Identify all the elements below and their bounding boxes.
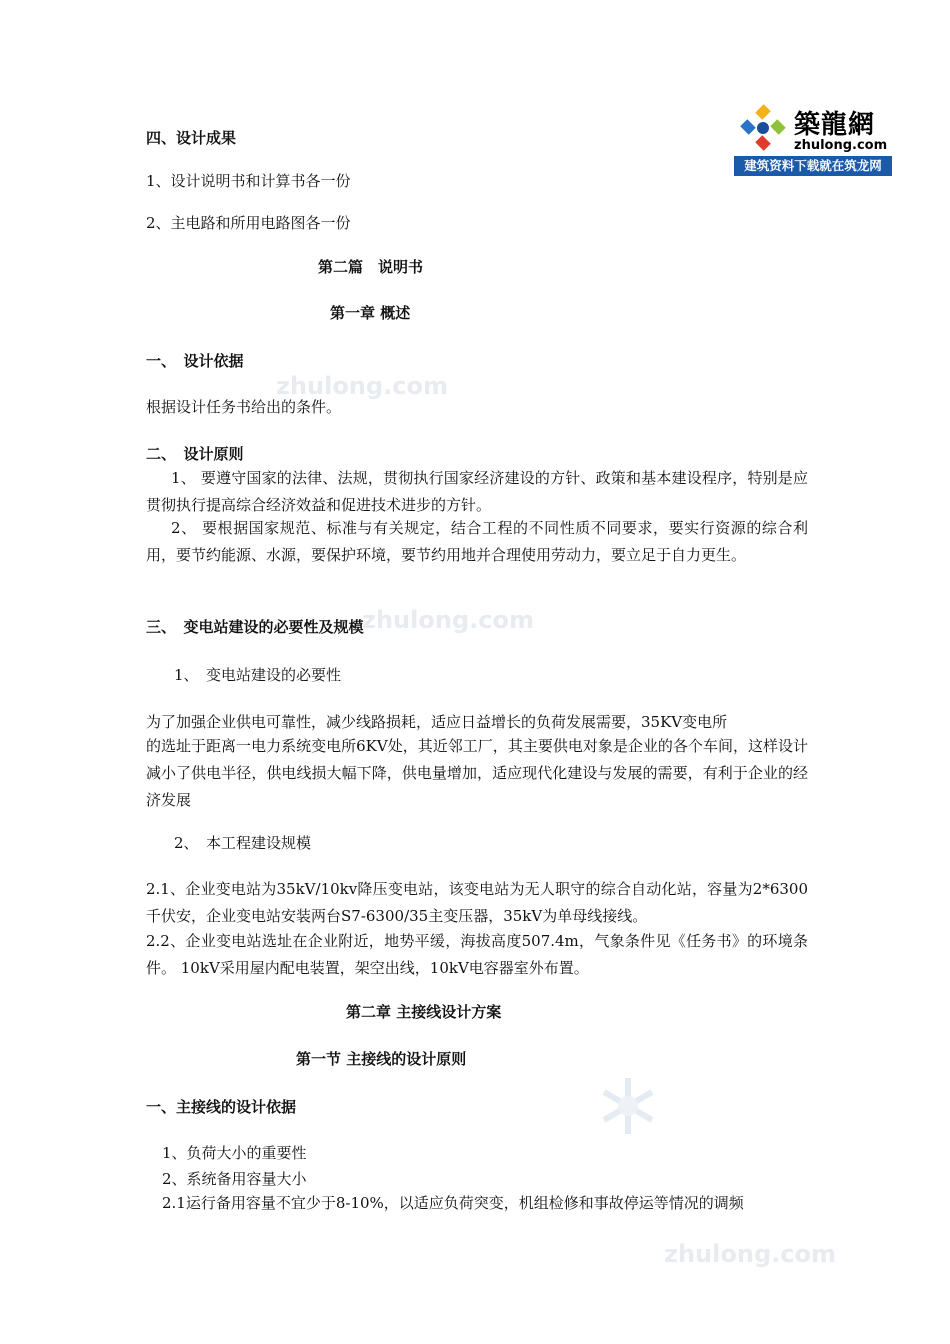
zhulong-logo-icon (736, 104, 790, 154)
subsection-heading: 2、 本工程建设规模 (174, 834, 312, 852)
section-heading: 一、主接线的设计依据 (146, 1098, 297, 1116)
watermark: zhulong.com (664, 1240, 836, 1268)
paragraph: 根据设计任务书给出的条件。 (146, 398, 342, 416)
section-title: 第一节 主接线的设计原则 (296, 1050, 467, 1068)
paragraph: 2、 要根据国家规范、标准与有关规定，结合工程的不同性质不同要求，要实行资源的综合利用，要节约能源、水源，要保护环境，要节约用地并合理使用劳动力，要立足于自力更生。 (146, 519, 808, 564)
chapter-title: 第一章 概述 (330, 304, 411, 322)
paragraph: 的选址于距离一电力系统变电所6KV处，其近邻工厂，其主要供电对象是企业的各个车间，这样设计减小了供电半径，供电线损大幅下降，供电量增加，适应现代化建设与发展的需要，有利于企业的经济发展 (146, 737, 808, 809)
section-heading: 三、 变电站建设的必要性及规模 (146, 618, 364, 636)
logo-name-en: zhulong.com (794, 138, 888, 153)
section-heading: 二、 设计原则 (146, 445, 244, 463)
watermark-snowflake-icon (596, 1074, 660, 1138)
list-item: 2、系统备用容量大小 (162, 1170, 307, 1188)
subsection-heading: 1、 变电站建设的必要性 (174, 666, 342, 684)
section-heading: 一、 设计依据 (146, 352, 244, 370)
watermark: zhulong.com (362, 606, 534, 634)
watermark: zhulong.com (276, 372, 448, 400)
paragraph: 为了加强企业供电可靠性，减少线路损耗，适应日益增长的负荷发展需要，35KV变电所 (146, 713, 728, 731)
list-item: 1、负荷大小的重要性 (162, 1144, 307, 1162)
logo-name-cn: 築龍網 (794, 110, 876, 140)
paragraph: 1、 要遵守国家的法律、法规，贯彻执行国家经济建设的方针、政策和基本建设程序，特别是应贯彻执行提高综合经济效益和促进技术进步的方针。 (146, 469, 808, 514)
paragraph: 2.2、企业变电站选址在企业附近，地势平缓，海拔高度507.4m，气象条件见《任务书》的环境条件。 10kV采用屋内配电装置，架空出线，10kV电容器室外布置。 (146, 932, 808, 977)
chapter-title: 第二章 主接线设计方案 (346, 1003, 502, 1021)
list-item: 1、设计说明书和计算书各一份 (146, 172, 351, 190)
heading-design-results: 四、设计成果 (146, 129, 237, 147)
part-title: 第二篇 说明书 (318, 258, 424, 276)
paragraph: 2.1、企业变电站为35kV/10kv降压变电站，该变电站为无人职守的综合自动化站，容量为2*6300千伏安，企业变电站安装两台S7-6300/35主变压器，35kV为单母线接线。 (146, 880, 808, 925)
list-item: 2.1运行备用容量不宜少于8-10%，以适应负荷突变，机组检修和事故停运等情况的调频 (162, 1194, 744, 1212)
zhulong-logo (734, 100, 892, 176)
logo-slogan: 建筑资料下载就在筑龙网 (734, 156, 892, 176)
list-item: 2、主电路和所用电路图各一份 (146, 214, 351, 232)
